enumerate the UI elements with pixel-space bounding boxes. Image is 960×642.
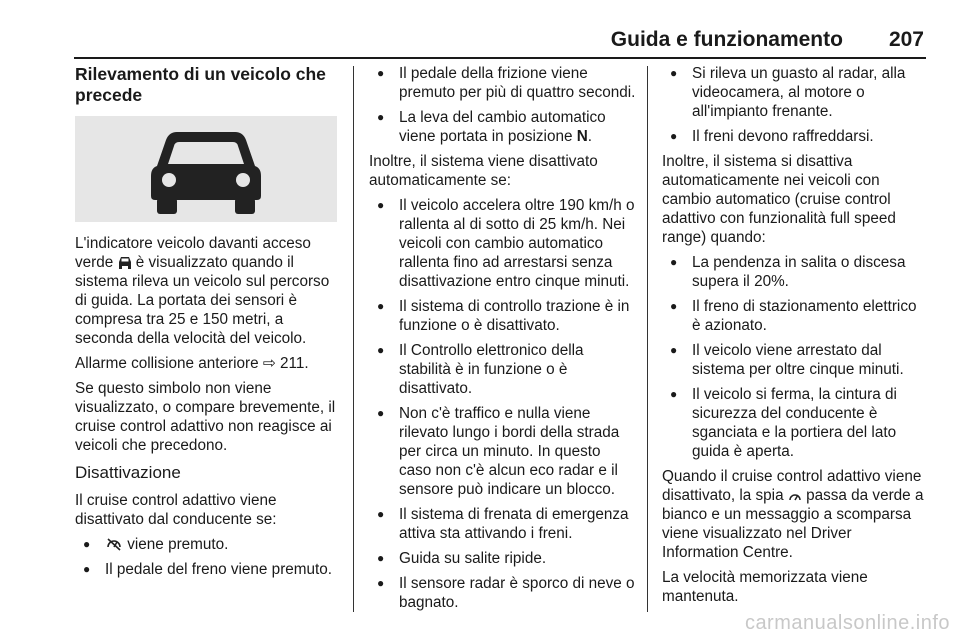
- list-item: ● Il freni devono raffreddarsi.: [670, 127, 928, 146]
- list-item: ● viene premuto.: [83, 535, 341, 554]
- list-item: ● Il veicolo si ferma, la cintura di sicurezza del conducente è sganciata e la portiera del lato guida è aperta.: [670, 385, 928, 461]
- section-title: Guida e funzionamento: [610, 28, 843, 51]
- conditions-list-b: [369, 196, 637, 612]
- vehicle-ahead-illustration: [75, 116, 337, 222]
- gear-position: N: [576, 128, 588, 145]
- list-item: ● Il veicolo accelera oltre 190 km/h o rallenta al di sotto di 25 km/h. Nei veicoli con cambio automatico rallenta fino ad arrestarsi senza disattivazione entro cinque minuti.: [377, 196, 637, 291]
- subheading-deactivation: Disattivazione: [75, 463, 181, 482]
- list-item: ● Il sistema di frenata di emergenza attiva sta attivando i freni.: [377, 505, 637, 543]
- cruise-cancel-icon: [105, 537, 123, 551]
- page-reference-icon: ⇨: [262, 355, 276, 372]
- reference-link[interactable]: 211.: [279, 355, 309, 372]
- page-header: [0, 26, 924, 54]
- paragraph-auto-deactivation: Inoltre, il sistema viene disattivato automaticamente se:: [369, 153, 598, 189]
- column-divider-2: [647, 66, 648, 612]
- list-item: ● Non c'è traffico e nulla viene rilevato lungo i bordi della strada per circa un minuto. In questo caso non c'è alcun eco radar e il sensore può indicare un blocco.: [377, 404, 637, 499]
- cruise-control-icon: [788, 490, 802, 502]
- paragraph-reference: Allarme collisione anteriore ⇨ 211.: [75, 355, 309, 372]
- list-item: ● Il pedale del freno viene premuto.: [83, 560, 341, 579]
- page-number: 207: [888, 28, 924, 51]
- paragraph-indicator: L'indicatore veicolo davanti acceso verde è visualizzato quando il sistema rileva un veicolo sul percorso di guida. La portata dei sensori è compresa tra 25 e 150 metri, a seconda della velocità del veicolo.: [75, 235, 330, 347]
- car-front-icon: [147, 122, 265, 216]
- list-item: ● Il veicolo viene arrestato dal sistema per oltre cinque minuti.: [670, 341, 928, 379]
- paragraph-full-speed-range: Inoltre, il sistema si disattiva automaticamente nei veicoli con cambio automatico (cruise control adattivo con funzionalità full speed range) quando:: [662, 153, 896, 246]
- column-3: [662, 64, 928, 612]
- list-item: ● La leva del cambio automatico viene portata in posizione N.: [377, 108, 637, 146]
- conditions-list-d: [662, 253, 928, 461]
- list-item: ● Il sistema di controllo trazione è in funzione o è disattivato.: [377, 297, 637, 335]
- conditions-list-c: [662, 64, 928, 146]
- paragraph-indicator-change: Quando il cruise control adattivo viene disattivato, la spia passa da verde a bianco e un messaggio a scomparsa viene visualizzato nel Driver Information Centre.: [662, 468, 924, 561]
- list-item: ● Il freno di stazionamento elettrico è azionato.: [670, 297, 928, 335]
- section-heading: Rilevamento di un veicolo che precede: [75, 64, 326, 105]
- deactivation-list: [75, 535, 341, 579]
- watermark: carmanualsonline.info: [744, 612, 950, 634]
- list-item: ● La pendenza in salita o discesa supera il 20%.: [670, 253, 928, 291]
- list-item: ● Il pedale della frizione viene premuto per più di quattro secondi.: [377, 64, 637, 102]
- car-front-icon: [118, 256, 132, 269]
- paragraph-deactivation: Il cruise control adattivo viene disattivato dal conducente se:: [75, 492, 277, 528]
- column-divider-1: [353, 66, 354, 612]
- list-item: ● Il sensore radar è sporco di neve o bagnato.: [377, 574, 637, 612]
- list-item: ● Guida su salite ripide.: [377, 549, 637, 568]
- conditions-list-a: [369, 64, 637, 146]
- list-item: ● Si rileva un guasto al radar, alla videocamera, al motore o all'impianto frenante.: [670, 64, 928, 121]
- paragraph-stored-speed: La velocità memorizzata viene mantenuta.: [662, 569, 868, 605]
- header-rule: [74, 57, 926, 59]
- column-2: [369, 64, 637, 618]
- column-1: [75, 64, 341, 585]
- list-item: ● Il Controllo elettronico della stabilità è in funzione o è disattivato.: [377, 341, 637, 398]
- paragraph-symbol-note: Se questo simbolo non viene visualizzato, o compare brevemente, il cruise control adattivo non reagisce ai veicoli che precedono.: [75, 380, 336, 454]
